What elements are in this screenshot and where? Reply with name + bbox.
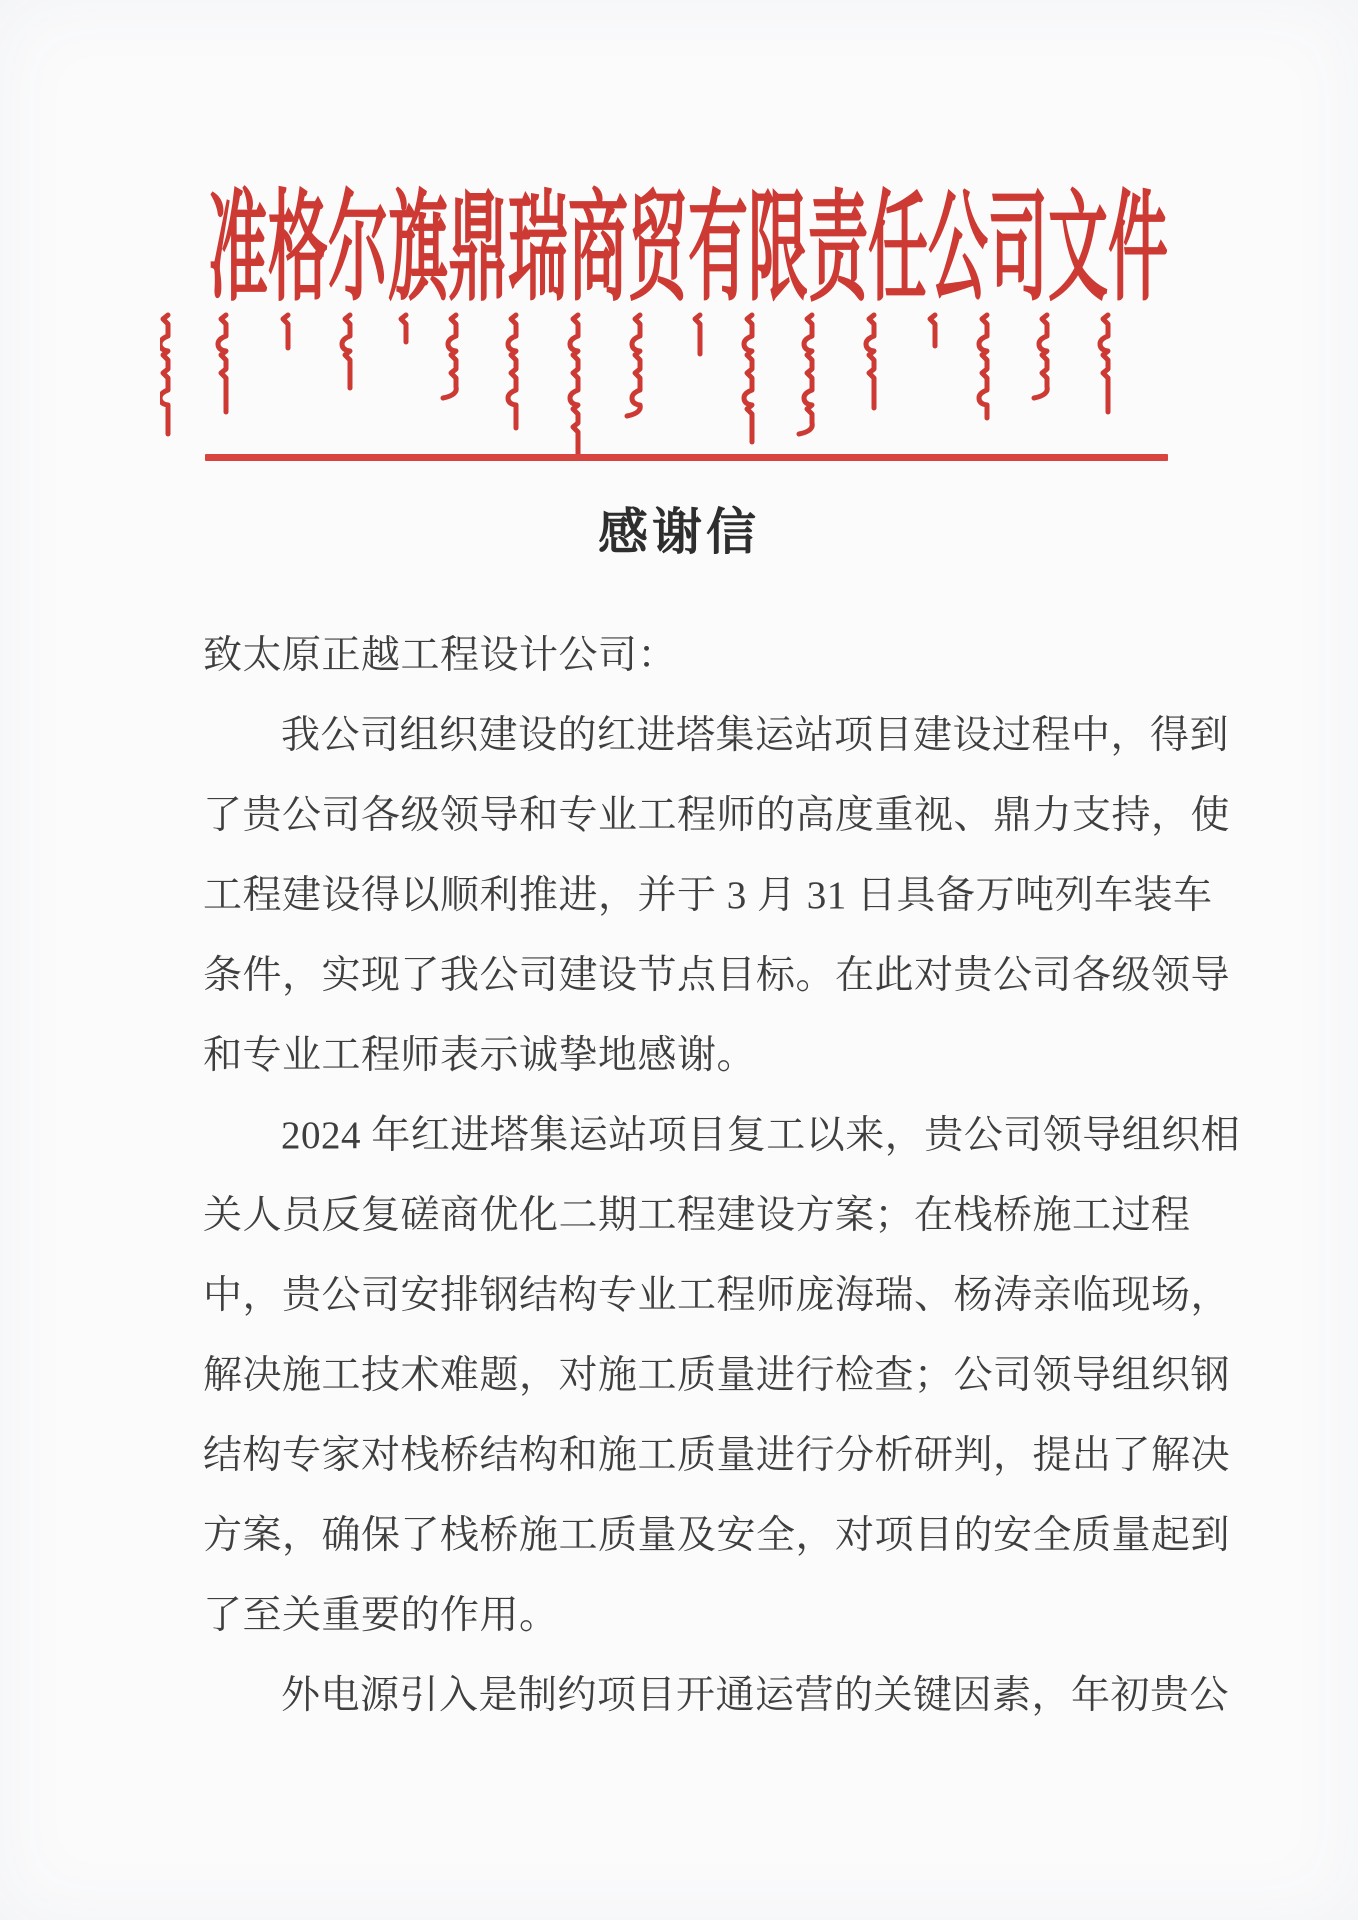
body-line: 2024 年红进塔集运站项目复工以来，贵公司领导组织相 bbox=[281, 1114, 1241, 1157]
letter-body bbox=[203, 616, 1255, 1736]
body-line: 解决施工技术难题，对施工质量进行检查；公司领导组织钢 bbox=[203, 1354, 1231, 1397]
body-line: 条件，实现了我公司建设节点目标。在此对贵公司各级领导 bbox=[203, 954, 1231, 997]
body-line: 关人员反复磋商优化二期工程建设方案；在栈桥施工过程 bbox=[203, 1194, 1191, 1237]
body-line-salutation: 致太原正越工程设计公司： bbox=[203, 634, 678, 677]
body-line: 结构专家对栈桥结构和施工质量进行分析研判，提出了解决 bbox=[203, 1434, 1231, 1477]
body-line: 了至关重要的作用。 bbox=[203, 1594, 559, 1637]
body-line: 工程建设得以顺利推进，并于 3 月 31 日具备万吨列车装车 bbox=[203, 874, 1213, 917]
body-line: 和专业工程师表示诚挚地感谢。 bbox=[203, 1034, 757, 1077]
body-line: 外电源引入是制约项目开通运营的关键因素，年初贵公 bbox=[281, 1674, 1230, 1717]
body-line: 方案，确保了栈桥施工质量及安全，对项目的安全质量起到 bbox=[203, 1514, 1231, 1557]
mongolian-script-text bbox=[160, 312, 1150, 462]
body-line: 了贵公司各级领导和专业工程师的高度重视、鼎力支持，使 bbox=[203, 794, 1231, 837]
org-title: 准格尔旗鼎瑞商贸有限责任公司文件 bbox=[208, 182, 1168, 315]
letter-title: 感谢信 bbox=[598, 504, 760, 560]
red-divider-line bbox=[205, 454, 1168, 461]
body-line: 中，贵公司安排钢结构专业工程师庞海瑞、杨涛亲临现场， bbox=[203, 1274, 1231, 1317]
body-line: 我公司组织建设的红进塔集运站项目建设过程中，得到 bbox=[281, 714, 1230, 757]
